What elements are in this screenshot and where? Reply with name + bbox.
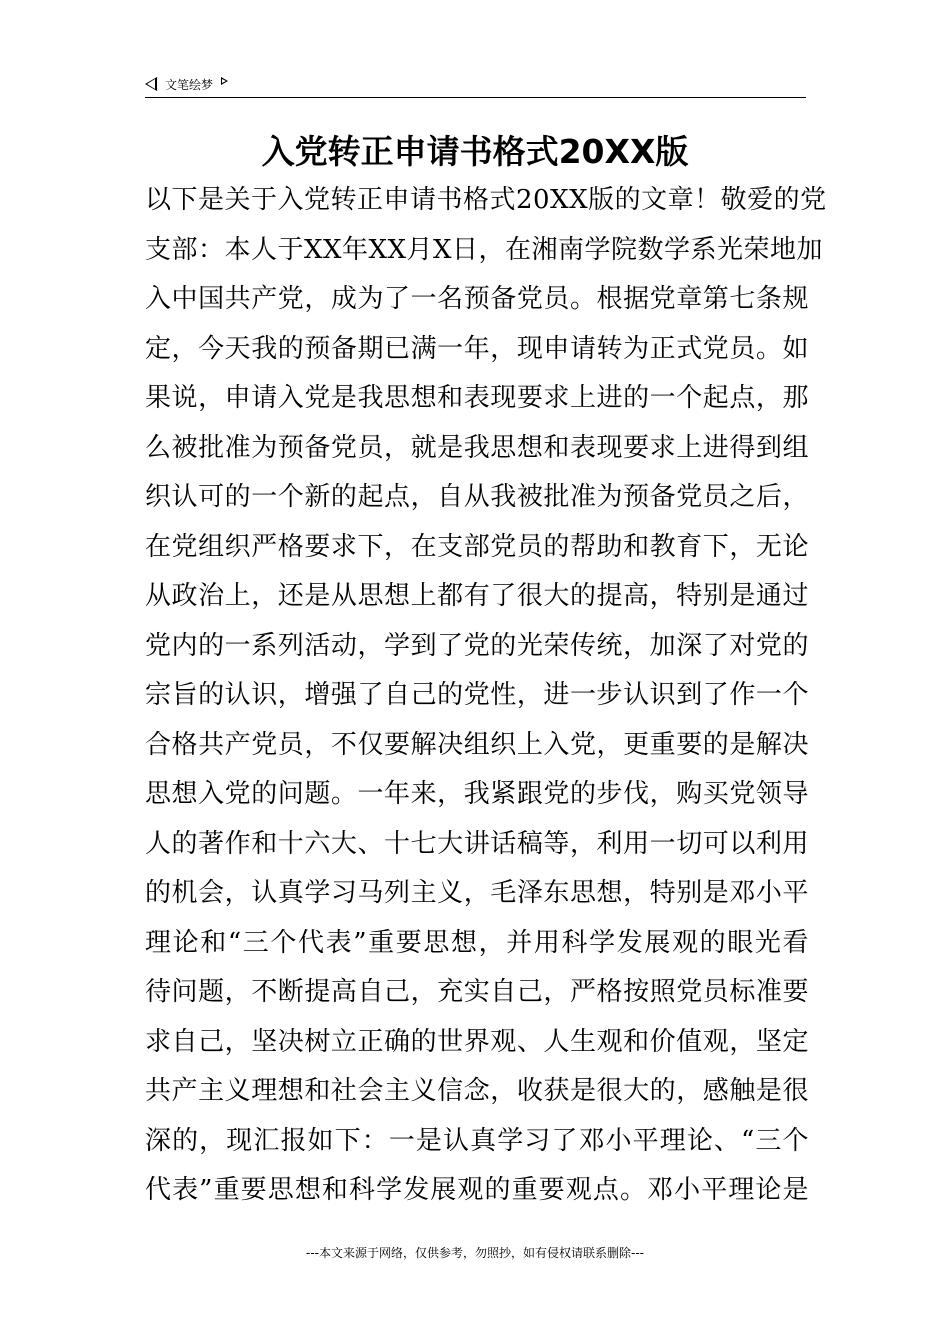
body-line: 代表”重要思想和科学发展观的重要观点。邓小平理论是 — [145, 1175, 809, 1205]
body-line: 入中国共产党，成为了一名预备党员。根据党章第七条规 — [145, 284, 809, 314]
document-title: 入党转正申请书格式20XX版 — [261, 132, 689, 171]
header-divider — [145, 97, 806, 98]
body-line: 的机会，认真学习马列主义，毛泽东思想，特别是邓小平 — [145, 878, 809, 908]
body-line: 共产主义理想和社会主义信念，收获是很大的，感触是很 — [145, 1076, 809, 1106]
body-line: 支部：本人于XX年XX月X日，在湘南学院数学系光荣地加 — [145, 234, 824, 265]
body-line: 思想入党的问题。一年来，我紧跟党的步伐，购买党领导 — [145, 779, 809, 809]
body-line: 党内的一系列活动，学到了党的光荣传统，加深了对党的 — [145, 630, 809, 661]
triangle-right-icon — [221, 77, 228, 85]
header-label: 文笔绘梦 — [165, 77, 214, 92]
body-line: 待问题，不断提高自己，充实自己，严格按照党员标准要 — [145, 977, 809, 1007]
document-body — [145, 176, 827, 1216]
body-line: 织认可的一个新的起点，自从我被批准为预备党员之后， — [145, 482, 809, 512]
body-line: 求自己，坚决树立正确的世界观、人生观和价值观，坚定 — [145, 1026, 809, 1057]
body-line: 宗旨的认识，增强了自己的党性，进一步认识到了作一个 — [145, 680, 809, 710]
body-line: 从政治上，还是从思想上都有了很大的提高，特别是通过 — [145, 581, 809, 611]
body-line: 以下是关于入党转正申请书格式20XX版的文章！敬爱的党 — [145, 185, 827, 215]
body-line: 么被批准为预备党员，就是我思想和表现要求上进得到组 — [145, 432, 809, 463]
footer-notice: ---本文来源于网络，仅供参考，勿照抄，如有侵权请联系删除--- — [306, 1246, 644, 1260]
triangle-left-icon — [145, 77, 157, 91]
document-header — [145, 72, 228, 96]
body-line: 理论和“三个代表”重要思想，并用科学发展观的眼光看 — [145, 927, 809, 958]
body-line: 深的，现汇报如下：一是认真学习了邓小平理论、“三个 — [145, 1125, 809, 1156]
body-line: 果说，申请入党是我思想和表现要求上进的一个起点，那 — [145, 383, 809, 413]
body-line: 定，今天我的预备期已满一年，现申请转为正式党员。如 — [145, 333, 809, 364]
body-line: 合格共产党员，不仅要解决组织上入党，更重要的是解决 — [145, 729, 809, 760]
body-line: 人的著作和十六大、十七大讲话稿等，利用一切可以利用 — [145, 828, 809, 859]
body-line: 在党组织严格要求下，在支部党员的帮助和教育下，无论 — [145, 531, 809, 562]
